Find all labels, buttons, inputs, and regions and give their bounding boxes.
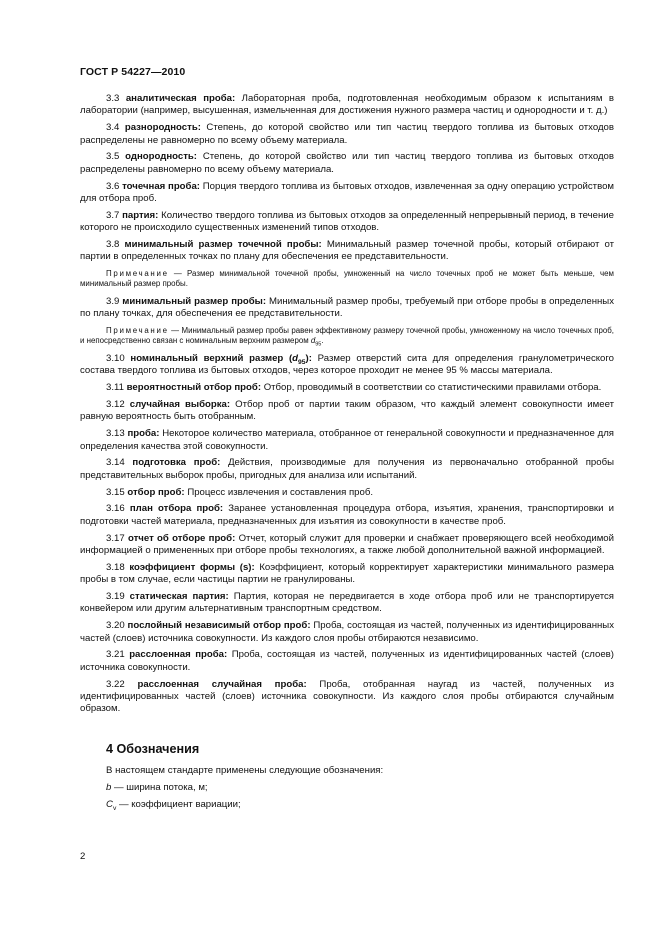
term-definition: Некоторое количество материала, отобранное от генеральной совокупности и предназначенное для определения качества этой совокупности.: [80, 428, 614, 452]
section-4-title: 4 Обозначения: [106, 741, 200, 756]
term-definition: Отчет, который служит для проверки и снабжает проверяющего всей необходимой информацией о примененных при отборе пробы технологиях, а также любой дополнительной важной информацией.: [80, 532, 615, 557]
symbol-b: [80, 782, 614, 794]
term-name: подготовка проб:: [132, 457, 221, 469]
term-number: 3.6: [106, 180, 120, 192]
note-3-9: [80, 326, 614, 347]
term-number: 3.17: [106, 532, 125, 544]
term-3-13: [80, 428, 614, 453]
term-name-pre: номинальный верхний размер (: [130, 353, 293, 365]
note-label: Примечание: [106, 325, 169, 335]
symbol-cv: [80, 799, 614, 811]
term-3-14: [80, 457, 614, 482]
term-definition: Проба, состоящая из частей, полученных из идентифицированных частей (слоев) источника совокупности. Из каждого слоя пробы отбираются независимо.: [80, 620, 614, 644]
term-3-10: [80, 353, 614, 378]
term-name: расслоенная случайная проба:: [137, 678, 307, 690]
term-name: минимальный размер пробы:: [122, 296, 267, 308]
term-3-18: [80, 562, 614, 587]
term-name: точечная проба:: [122, 180, 201, 192]
term-definition: Порция твердого топлива из бытовых отходов, извлеченная за одну операцию устройством для отбора проб.: [80, 180, 614, 205]
symbol-letter: b: [106, 782, 112, 794]
term-definition: Проба, отобранная наугад из частей, полученных из идентифицированных частей (слоев) источника совокупности. Из каждого слоя пробы отбираются случайным образом.: [80, 678, 614, 715]
term-definition: Коэффициент, который корректирует характеристики минимального размера пробы в том случае, если частицы партии не гранулированы.: [80, 561, 614, 586]
term-definition: Минимальный размер точечной пробы, который отбирают от партии в определенных точках по плану для обеспечения ее представительности.: [80, 239, 615, 263]
term-name: партия:: [122, 209, 159, 221]
term-number: 3.8: [106, 239, 120, 251]
term-name: отбор проб:: [127, 486, 185, 498]
term-name: отчет об отборе проб:: [127, 532, 236, 544]
term-definition: Процесс извлечения и составления проб.: [187, 486, 373, 498]
term-name: минимальный размер точечной пробы:: [124, 239, 322, 251]
term-name: однородность:: [125, 151, 197, 163]
note-text: — Размер минимальной точечной пробы, умноженный на число точечных проб не может быть меньше, чем минимальный размер пробы.: [80, 268, 614, 289]
note-symbol-subscript: 95: [315, 342, 322, 348]
page-header: ГОСТ Р 54227—2010: [80, 66, 186, 78]
term-definition: Партия, которая не передвигается в ходе отбора проб или не транспортируется конвейером или другим альтернативным транспортным средством.: [80, 591, 614, 615]
term-number: 3.22: [106, 678, 125, 690]
term-definition: Проба, состоящая из частей, полученных из идентифицированных частей (слоев) источника совокупности.: [80, 649, 614, 673]
term-definition: Минимальный размер пробы, требуемый при отборе пробы в определенных по плану точках, для обеспечения ее представительности.: [80, 296, 614, 320]
page-number: 2: [80, 851, 86, 862]
term-3-20: [80, 620, 614, 645]
term-3-5: [80, 151, 614, 176]
term-definition: Степень, до которой свойство или тип частиц твердого топлива из бытовых отходов распределены равномерно по всему объему материала.: [80, 151, 614, 175]
term-definition: Действия, производимые для получения из первоначально отобранной пробы представительных выборок пробы, пригодных для анализа или испытаний.: [80, 457, 614, 481]
term-3-16: [80, 503, 614, 528]
term-3-22: [80, 679, 614, 716]
term-number: 3.15: [106, 486, 125, 498]
term-symbol-subscript: 95: [298, 358, 306, 366]
term-number: 3.5: [106, 151, 120, 163]
term-3-19: [80, 591, 614, 616]
section-4-intro: В настоящем стандарте применены следующие обозначения:: [106, 765, 384, 777]
term-name: аналитическая проба:: [125, 93, 236, 104]
term-definition: Заранее установленная процедура отбора, изъятия, хранения, транспортировки и подготовки частей материала, предназначенных для изъятия из совокупности в качестве проб.: [80, 503, 614, 527]
term-definition: Степень, до которой свойство или тип частиц твердого топлива из бытовых отходов распределены не равномерно по всему объему материала.: [80, 122, 614, 146]
note-3-8: [80, 269, 614, 290]
term-name: статическая партия:: [129, 591, 229, 603]
term-name: [130, 353, 312, 364]
term-3-12: [80, 399, 614, 424]
term-number: 3.11: [106, 382, 124, 394]
symbol-subscript: v: [112, 804, 117, 812]
term-number: 3.16: [106, 503, 125, 515]
term-definition: Отбор, проводимый в соответствии со статистическими правилами отбора.: [263, 382, 602, 394]
term-name: послойный независимый отбор проб:: [127, 620, 311, 632]
note-text: — Минимальный размер пробы равен эффективному размеру точечной пробы, умноженному на число точечных проб, и непосредственно связан с номинальным верхним размером: [80, 325, 614, 346]
term-3-6: [80, 181, 614, 206]
symbol-description: — ширина потока, м;: [111, 782, 208, 794]
term-number: 3.10: [106, 353, 125, 365]
term-3-15: [80, 487, 614, 499]
term-name: случайная выборка:: [129, 399, 231, 411]
term-name: коэффициент формы (s):: [129, 561, 255, 573]
term-name: разнородность:: [124, 122, 201, 134]
symbol-letter: C: [106, 798, 113, 810]
term-symbol: d: [292, 353, 299, 365]
term-number: 3.4: [106, 122, 120, 134]
term-3-8: [80, 239, 614, 264]
term-3-21: [80, 649, 614, 674]
term-3-7: [80, 210, 614, 235]
term-name: план отбора проб:: [129, 503, 224, 515]
symbol-description: — коэффициент вариации;: [116, 798, 241, 810]
term-number: 3.12: [106, 399, 125, 411]
term-number: 3.14: [106, 457, 125, 469]
term-number: 3.7: [106, 209, 120, 221]
term-number: 3.18: [106, 561, 125, 573]
note-label: Примечание: [106, 268, 169, 278]
term-definition: Количество твердого топлива из бытовых отходов за определенный непрерывный период, в течение которого не происходило существенных изменений типов отходов.: [80, 209, 614, 234]
term-3-4: [80, 122, 614, 147]
term-number: 3.3: [106, 93, 120, 104]
term-3-11: [80, 382, 614, 394]
term-definition: Лабораторная проба, подготовленная необходимым образом к испытаниям в лаборатории (например, высушенная, измельченная для достижения нужного размера частиц и однородности и т. д.): [80, 93, 614, 117]
term-number: 3.9: [106, 296, 120, 308]
term-number: 3.19: [106, 591, 125, 603]
note-symbol: d: [310, 336, 316, 346]
term-definition: Отбор проб от партии таким образом, что каждый элемент совокупности имеет равную вероятность быть отобранным.: [80, 399, 614, 423]
term-definition: Размер отверстий сита для определения гранулометрического состава твердого топлива из бытовых отходов, через которое проходит не менее 95 % массы материала.: [80, 353, 615, 377]
term-name-post: ):: [305, 353, 312, 365]
term-name: вероятностный отбор проб:: [126, 382, 262, 394]
document-body: [80, 93, 614, 816]
term-number: 3.13: [106, 428, 125, 440]
term-3-17: [80, 533, 614, 558]
term-3-3: [80, 93, 614, 118]
term-number: 3.21: [106, 649, 125, 661]
term-number: 3.20: [106, 620, 125, 632]
note-text-end: .: [321, 336, 324, 346]
term-name: проба:: [127, 428, 160, 440]
term-name: расслоенная проба:: [129, 649, 228, 661]
term-3-9: [80, 296, 614, 321]
